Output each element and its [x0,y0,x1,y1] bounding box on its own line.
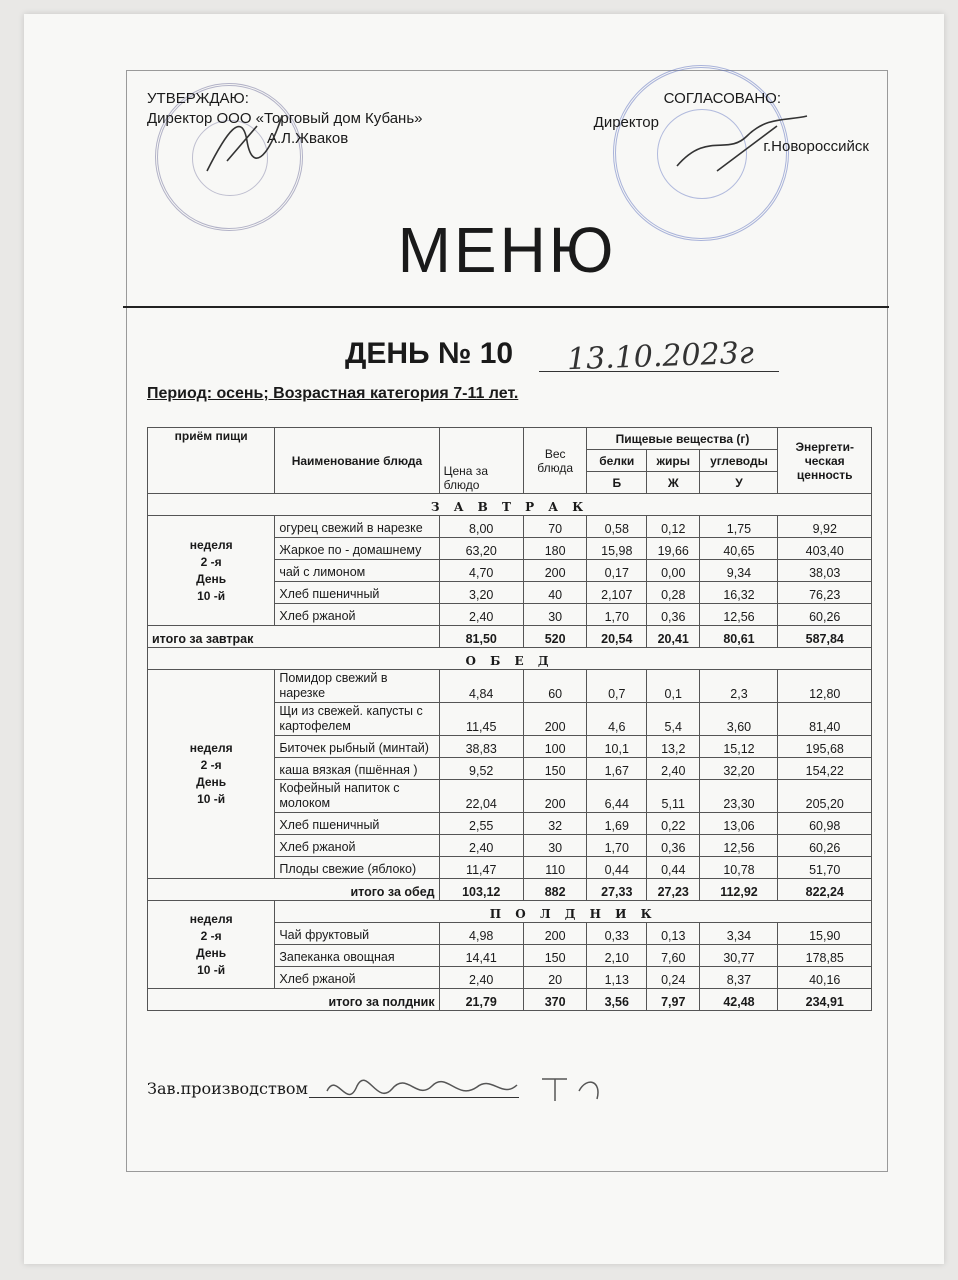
header-nutrients: Пищевые вещества (г) [587,428,778,450]
week-label-line: неделя [189,537,233,552]
cell-e: 205,20 [778,780,872,813]
total-weight: 520 [523,626,587,648]
cell-e: 76,23 [778,582,872,604]
cell-p: 4,6 [587,703,647,736]
total-c: 112,92 [700,879,778,901]
dish-name: Плоды свежие (яблоко) [275,857,439,879]
dish-name: огурец свежий в нарезке [275,516,439,538]
cell-e: 40,16 [778,967,872,989]
cell-price: 14,41 [439,945,523,967]
total-row [148,626,872,648]
page-title: МЕНЮ [397,214,617,286]
cell-e: 81,40 [778,703,872,736]
total-p: 3,56 [587,989,647,1011]
cell-p: 0,58 [587,516,647,538]
header-fat: жиры [647,450,700,472]
dish-name: Помидор свежий в нарезке [275,670,439,703]
cell-weight: 200 [523,560,587,582]
week-label-line: День [196,945,227,960]
cell-price: 4,70 [439,560,523,582]
director-left-signature-icon [187,101,307,181]
cell-e: 60,98 [778,813,872,835]
cell-weight: 30 [523,835,587,857]
menu-document [126,70,888,1172]
cell-e: 9,92 [778,516,872,538]
paper-sheet [24,14,944,1264]
cell-c: 9,34 [700,560,778,582]
cell-p: 1,69 [587,813,647,835]
header-meal: приём пищи [148,428,275,494]
total-e: 587,84 [778,626,872,648]
director-left: Директор ООО «Торговый дом Кубань» [147,110,423,127]
cell-p: 1,67 [587,758,647,780]
table-row [148,516,872,538]
city: г.Новороссийск [763,138,869,155]
cell-p: 1,70 [587,835,647,857]
cell-e: 403,40 [778,538,872,560]
cell-f: 0,1 [647,670,700,703]
total-e: 234,91 [778,989,872,1011]
week-label-line: 2 -я [200,758,222,772]
cell-f: 0,28 [647,582,700,604]
cell-f: 19,66 [647,538,700,560]
total-f: 27,23 [647,879,700,901]
total-f: 20,41 [647,626,700,648]
cell-c: 13,06 [700,813,778,835]
section-row [148,648,872,670]
cell-e: 12,80 [778,670,872,703]
total-row [148,989,872,1011]
cell-e: 60,26 [778,604,872,626]
cell-price: 38,83 [439,736,523,758]
section-title: П О Л Д Н И К [275,901,872,923]
section-row [148,494,872,516]
cell-f: 13,2 [647,736,700,758]
cell-e: 195,68 [778,736,872,758]
week-cell [148,516,275,626]
dish-name: Запеканка овощная [275,945,439,967]
cell-weight: 150 [523,758,587,780]
cell-price: 11,45 [439,703,523,736]
cell-c: 1,75 [700,516,778,538]
week-label-line: День [196,571,227,586]
header-energy: Энергети-ческая ценность [778,428,872,494]
cell-e: 178,85 [778,945,872,967]
cell-p: 0,44 [587,857,647,879]
cell-e: 154,22 [778,758,872,780]
cell-p: 1,13 [587,967,647,989]
agreed-label: СОГЛАСОВАНО: [663,90,781,107]
week-label-line: 2 -я [200,928,222,943]
cell-f: 5,11 [647,780,700,813]
cell-f: 0,22 [647,813,700,835]
cell-c: 3,34 [700,923,778,945]
cell-price: 3,20 [439,582,523,604]
cell-p: 6,44 [587,780,647,813]
total-c: 42,48 [700,989,778,1011]
period-line: Период: осень; Возрастная категория 7-11 лет. [147,385,519,402]
header-price: Цена за блюдо [439,428,523,494]
cell-price: 2,55 [439,813,523,835]
dish-name: чай с лимоном [275,560,439,582]
cell-f: 7,60 [647,945,700,967]
week-cell [148,670,275,879]
week-label-line: неделя [189,911,233,926]
table-row [148,670,872,703]
dish-name: Кофейный напиток с молоком [275,780,439,813]
cell-c: 2,3 [700,670,778,703]
dish-name: Хлеб пшеничный [275,813,439,835]
cell-p: 15,98 [587,538,647,560]
dish-name: Биточек рыбный (минтай) [275,736,439,758]
dish-name: Щи из свежей. капусты с картофелем [275,703,439,736]
cell-p: 10,1 [587,736,647,758]
week-label-line: 10 -й [197,792,226,806]
cell-c: 15,12 [700,736,778,758]
cell-weight: 32 [523,813,587,835]
cell-f: 0,12 [647,516,700,538]
week-label-line: 10 -й [197,588,226,603]
cell-price: 9,52 [439,758,523,780]
cell-weight: 200 [523,923,587,945]
week-label-line: День [196,775,227,789]
total-f: 7,97 [647,989,700,1011]
cell-f: 0,36 [647,835,700,857]
cell-price: 8,00 [439,516,523,538]
cell-weight: 30 [523,604,587,626]
cell-c: 12,56 [700,604,778,626]
cell-weight: 200 [523,780,587,813]
cell-f: 5,4 [647,703,700,736]
dish-name: каша вязкая (пшённая ) [275,758,439,780]
total-price: 81,50 [439,626,523,648]
total-label: итого за полдник [148,989,440,1011]
cell-e: 38,03 [778,560,872,582]
cell-c: 23,30 [700,780,778,813]
cell-c: 30,77 [700,945,778,967]
cell-price: 4,84 [439,670,523,703]
cell-weight: 180 [523,538,587,560]
day-number: ДЕНЬ № 10 [345,337,514,370]
cell-p: 2,107 [587,582,647,604]
cell-c: 12,56 [700,835,778,857]
week-label-line: 2 -я [200,554,222,569]
dish-name: Хлеб ржаной [275,967,439,989]
total-label: итого за завтрак [148,626,440,648]
header-dish: Наименование блюда [275,428,439,494]
cell-p: 2,10 [587,945,647,967]
cell-c: 32,20 [700,758,778,780]
cell-price: 4,98 [439,923,523,945]
cell-weight: 40 [523,582,587,604]
header-carbs-short: У [700,472,778,494]
section-title: З А В Т Р А К [148,494,872,516]
cell-f: 0,36 [647,604,700,626]
dish-name: Чай фруктовый [275,923,439,945]
total-weight: 882 [523,879,587,901]
cell-c: 40,65 [700,538,778,560]
cell-weight: 200 [523,703,587,736]
cell-price: 22,04 [439,780,523,813]
week-cell [148,901,275,989]
cell-c: 8,37 [700,967,778,989]
section-row [148,901,872,923]
header-carbs: углеводы [700,450,778,472]
day-date: 13.10.2023г [566,335,755,378]
total-c: 80,61 [700,626,778,648]
week-label-line: неделя [189,741,233,755]
cell-f: 0,00 [647,560,700,582]
section-title: О Б Е Д [148,648,872,670]
total-price: 103,12 [439,879,523,901]
cell-p: 0,17 [587,560,647,582]
cell-c: 3,60 [700,703,778,736]
total-p: 20,54 [587,626,647,648]
director-right-signature-icon [667,111,817,181]
header-protein-short: Б [587,472,647,494]
cell-e: 15,90 [778,923,872,945]
cell-weight: 70 [523,516,587,538]
total-label: итого за обед [148,879,440,901]
cell-f: 2,40 [647,758,700,780]
cell-e: 51,70 [778,857,872,879]
cell-price: 2,40 [439,835,523,857]
cell-price: 11,47 [439,857,523,879]
cell-f: 0,24 [647,967,700,989]
dish-name: Хлеб ржаной [275,835,439,857]
cell-p: 1,70 [587,604,647,626]
cell-c: 16,32 [700,582,778,604]
cell-weight: 150 [523,945,587,967]
total-row [148,879,872,901]
total-e: 822,24 [778,879,872,901]
total-weight: 370 [523,989,587,1011]
header-fat-short: Ж [647,472,700,494]
cell-price: 63,20 [439,538,523,560]
cell-price: 2,40 [439,967,523,989]
cell-p: 0,33 [587,923,647,945]
cell-weight: 100 [523,736,587,758]
dish-name: Жаркое по - домашнему [275,538,439,560]
dish-name: Хлеб ржаной [275,604,439,626]
dish-name: Хлеб пшеничный [275,582,439,604]
cell-f: 0,13 [647,923,700,945]
total-price: 21,79 [439,989,523,1011]
cell-f: 0,44 [647,857,700,879]
menu-table [147,427,872,1011]
total-p: 27,33 [587,879,647,901]
approve-label: УТВЕРЖДАЮ: [147,90,249,107]
week-label-line: 10 -й [197,962,226,977]
cell-e: 60,26 [778,835,872,857]
production-manager-signature-icon [317,1061,637,1121]
director-left-name: А.Л.Жваков [267,130,349,147]
cell-p: 0,7 [587,670,647,703]
cell-price: 2,40 [439,604,523,626]
cell-weight: 20 [523,967,587,989]
cell-weight: 110 [523,857,587,879]
director-right: Директор [593,114,659,131]
cell-weight: 60 [523,670,587,703]
header-weight: Вес блюда [523,428,587,494]
cell-c: 10,78 [700,857,778,879]
header-protein: белки [587,450,647,472]
footer-label: Зав.производством [147,1079,308,1098]
title-divider [123,306,889,308]
